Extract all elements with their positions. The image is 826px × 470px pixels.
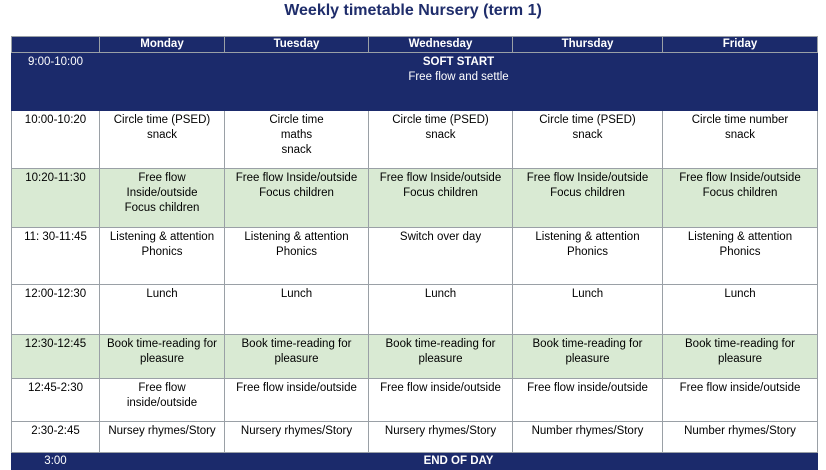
- activity-cell-thursday: [513, 111, 663, 169]
- activity-cell-wednesday: [369, 422, 513, 453]
- table-row: [12, 111, 818, 169]
- activity-cell-tuesday: [225, 228, 369, 285]
- activity-cell-monday: [100, 422, 225, 453]
- activity-text: Book time-reading for: [532, 338, 643, 350]
- activity-text: Circle time (PSED): [539, 114, 636, 126]
- time-slot-text: 11: 30-11:45: [24, 231, 87, 243]
- activity-text: Circle time (PSED): [392, 114, 489, 126]
- activity-text: snack: [724, 129, 756, 141]
- activity-cell-monday: [100, 169, 225, 228]
- end-of-day-row: [12, 453, 818, 470]
- soft-start-time: [12, 53, 100, 111]
- activity-text: Free flow inside/outside: [679, 382, 801, 394]
- activity-text: Free flow: [138, 382, 186, 394]
- time-slot-text: 12:30-12:45: [24, 338, 87, 350]
- page-title: Weekly timetable Nursery (term 1): [284, 2, 542, 19]
- activity-cell-friday: [663, 228, 818, 285]
- activity-text: pleasure: [717, 353, 763, 365]
- table-row: [12, 285, 818, 335]
- table-row: [12, 228, 818, 285]
- time-slot: [12, 285, 100, 335]
- activity-text: snack: [572, 129, 603, 141]
- activity-cell-thursday: [513, 285, 663, 335]
- activity-cell-tuesday: [225, 422, 369, 453]
- activity-text: Free flow Inside/outside: [379, 172, 502, 184]
- activity-cell-wednesday: [369, 111, 513, 169]
- activity-text: Phonics: [141, 246, 183, 258]
- activity-cell-thursday: [513, 169, 663, 228]
- activity-text: pleasure: [565, 353, 610, 365]
- activity-text: Focus children: [702, 187, 778, 199]
- activity-text: maths: [280, 129, 313, 141]
- activity-cell-thursday: [513, 228, 663, 285]
- activity-cell-tuesday: [225, 111, 369, 169]
- activity-cell-friday: [663, 335, 818, 379]
- header-time: [12, 37, 100, 53]
- header-monday: Monday: [100, 37, 225, 53]
- header-tuesday: Tuesday: [225, 37, 369, 53]
- activity-cell-tuesday: [225, 285, 369, 335]
- activity-cell-monday: [100, 335, 225, 379]
- time-slot: [12, 379, 100, 422]
- header-friday: Friday: [663, 37, 818, 53]
- activity-text: Free flow: [138, 172, 186, 184]
- activity-text: Nursery rhymes/Story: [240, 425, 353, 437]
- time-slot-text: 12:00-12:30: [24, 288, 87, 300]
- activity-text: Phonics: [276, 246, 317, 258]
- activity-text: Book time-reading for: [685, 338, 795, 350]
- activity-cell-friday: [663, 111, 818, 169]
- time-slot: [12, 169, 100, 228]
- activity-text: Focus children: [259, 187, 334, 199]
- soft-start-row: [12, 53, 818, 111]
- activity-text: Circle time: [269, 114, 324, 126]
- activity-cell-thursday: [513, 422, 663, 453]
- soft-start-cell: [100, 53, 818, 111]
- activity-text: Free flow inside/outside: [236, 382, 357, 394]
- activity-cell-thursday: [513, 335, 663, 379]
- soft-start-title: SOFT START: [422, 56, 495, 68]
- activity-text: snack: [281, 144, 312, 156]
- table-row: [12, 335, 818, 379]
- time-slot-text: 10:20-11:30: [25, 172, 86, 184]
- activity-cell-thursday: [513, 379, 663, 422]
- activity-text: Circle time (PSED): [113, 114, 211, 126]
- end-of-day-cell: END OF DAY: [100, 453, 818, 470]
- end-time: 3:00: [12, 453, 100, 470]
- activity-text: Switch over day: [399, 231, 482, 243]
- time-slot: [12, 335, 100, 379]
- activity-text: Inside/outside: [126, 187, 198, 199]
- activity-cell-monday: [100, 111, 225, 169]
- activity-text: Free flow Inside/outside: [526, 172, 649, 184]
- header-wednesday: Wednesday: [369, 37, 513, 53]
- activity-text: Phonics: [567, 246, 608, 258]
- table-row: [12, 422, 818, 453]
- activity-text: Number rhymes/Story: [531, 425, 644, 437]
- activity-text: Lunch: [146, 288, 178, 300]
- activity-text: Listening & attention: [687, 231, 793, 243]
- activity-text: Phonics: [719, 246, 761, 258]
- activity-text: Nursery rhymes/Story: [384, 425, 497, 437]
- activity-text: Book time-reading for: [385, 338, 496, 350]
- activity-text: pleasure: [274, 353, 319, 365]
- activity-cell-monday: [100, 285, 225, 335]
- activity-text: Focus children: [124, 202, 200, 214]
- activity-text: snack: [146, 129, 178, 141]
- activity-text: Focus children: [403, 187, 478, 199]
- activity-cell-tuesday: [225, 169, 369, 228]
- activity-cell-wednesday: [369, 285, 513, 335]
- activity-text: Free flow Inside/outside: [679, 172, 801, 184]
- timetable: [11, 36, 818, 470]
- time-slot: [12, 422, 100, 453]
- table-row: [12, 379, 818, 422]
- activity-text: Free flow Inside/outside: [235, 172, 358, 184]
- activity-cell-friday: [663, 285, 818, 335]
- activity-text: inside/outside: [126, 397, 198, 409]
- activity-cell-wednesday: [369, 379, 513, 422]
- activity-text: Free flow inside/outside: [380, 382, 501, 394]
- activity-text: Lunch: [571, 288, 604, 300]
- activity-cell-monday: [100, 228, 225, 285]
- activity-text: Circle time number: [691, 114, 789, 126]
- soft-start-time-text: 9:00-10:00: [28, 56, 83, 68]
- activity-text: Lunch: [280, 288, 313, 300]
- activity-cell-monday: [100, 379, 225, 422]
- soft-start-subtitle: Free flow and settle: [408, 71, 509, 83]
- time-slot: [12, 228, 100, 285]
- activity-cell-tuesday: [225, 335, 369, 379]
- activity-text: pleasure: [418, 353, 463, 365]
- activity-text: Free flow inside/outside: [527, 382, 648, 394]
- activity-cell-friday: [663, 422, 818, 453]
- table-row: [12, 169, 818, 228]
- activity-text: Lunch: [424, 288, 457, 300]
- activity-text: Book time-reading for: [241, 338, 352, 350]
- activity-cell-friday: [663, 169, 818, 228]
- activity-cell-wednesday: [369, 335, 513, 379]
- activity-text: Number rhymes/Story: [684, 425, 796, 437]
- activity-text: pleasure: [139, 353, 185, 365]
- activity-text: Nursey rhymes/Story: [108, 425, 216, 437]
- activity-text: Focus children: [550, 187, 625, 199]
- time-slot-text: 2:30-2:45: [31, 425, 80, 437]
- header-thursday: Thursday: [513, 37, 663, 53]
- activity-text: Lunch: [724, 288, 756, 300]
- activity-text: Book time-reading for: [107, 338, 217, 350]
- time-slot-text: 10:00-10:20: [24, 114, 87, 126]
- activity-cell-tuesday: [225, 379, 369, 422]
- time-slot: [12, 111, 100, 169]
- activity-text: Listening & attention: [109, 231, 215, 243]
- activity-cell-friday: [663, 379, 818, 422]
- time-slot-text: 12:45-2:30: [28, 382, 83, 394]
- header-row: [12, 37, 818, 53]
- activity-cell-wednesday: [369, 228, 513, 285]
- activity-text: Listening & attention: [244, 231, 349, 243]
- activity-cell-wednesday: [369, 169, 513, 228]
- activity-text: Listening & attention: [535, 231, 640, 243]
- activity-text: snack: [425, 129, 456, 141]
